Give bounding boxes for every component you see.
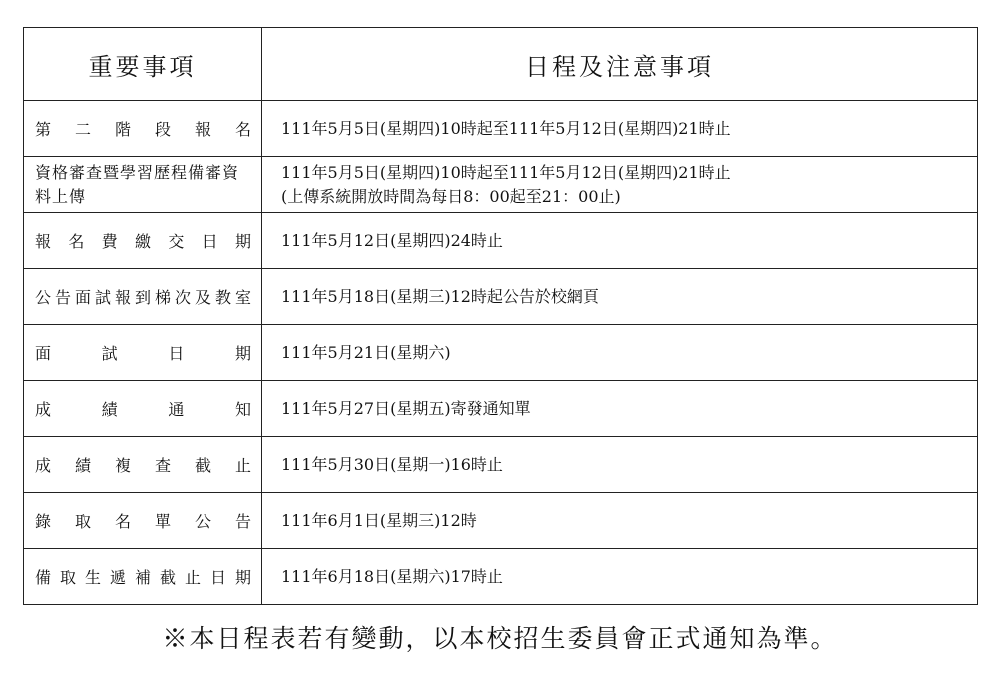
schedule-detail-line: 111年5月12日(星期四)24時止 <box>281 230 503 250</box>
schedule-detail-line: 111年5月18日(星期三)12時起公告於校網頁 <box>281 286 599 306</box>
schedule-item-label: 報名費繳交日期 <box>24 213 262 269</box>
schedule-item-detail <box>262 269 978 325</box>
schedule-item-detail <box>262 101 978 157</box>
table-header-row <box>24 28 978 101</box>
schedule-detail-line: 111年6月1日(星期三)12時 <box>281 510 477 530</box>
schedule-item-detail <box>262 493 978 549</box>
footnote: ※本日程表若有變動，以本校招生委員會正式通知為準。 <box>162 624 838 653</box>
schedule-detail-line: 111年6月18日(星期六)17時止 <box>281 566 503 586</box>
schedule-detail-line: 111年5月27日(星期五)寄發通知單 <box>281 398 531 418</box>
schedule-item-detail <box>262 325 978 381</box>
header-schedule-notes: 日程及注意事項 <box>262 28 978 101</box>
schedule-item-label: 公告面試報到梯次及教室 <box>24 269 262 325</box>
table-row <box>24 437 978 493</box>
schedule-item-label: 成績通知 <box>24 381 262 437</box>
table-row <box>24 157 978 213</box>
schedule-item-label: 第二階段報名 <box>24 101 262 157</box>
schedule-item-label: 面試日期 <box>24 325 262 381</box>
schedule-detail-line: 111年5月21日(星期六) <box>281 342 451 362</box>
table-body <box>24 101 978 605</box>
schedule-table <box>23 27 978 605</box>
table-row <box>24 493 978 549</box>
schedule-item-detail <box>262 157 978 213</box>
table-row <box>24 213 978 269</box>
table-row <box>24 549 978 605</box>
schedule-item-label: 錄取名單公告 <box>24 493 262 549</box>
table-row <box>24 381 978 437</box>
schedule-item-label: 備取生遞補截止日期 <box>24 549 262 605</box>
schedule-item-detail <box>262 437 978 493</box>
schedule-detail-line: 111年5月5日(星期四)10時起至111年5月12日(星期四)21時止 <box>281 162 731 182</box>
table-row <box>24 269 978 325</box>
schedule-item-detail <box>262 213 978 269</box>
table-row <box>24 325 978 381</box>
schedule-detail-line: 111年5月5日(星期四)10時起至111年5月12日(星期四)21時止 <box>281 118 731 138</box>
schedule-item-label: 資格審查暨學習歷程備審資料上傳 <box>24 157 262 213</box>
schedule-detail-line: 111年5月30日(星期一)16時止 <box>281 454 503 474</box>
schedule-item-detail <box>262 381 978 437</box>
table-row <box>24 101 978 157</box>
header-important-items: 重要事項 <box>24 28 262 101</box>
schedule-detail-line: (上傳系統開放時間為每日8：00起至21：00止) <box>281 186 621 206</box>
schedule-item-label: 成績複查截止 <box>24 437 262 493</box>
schedule-item-detail <box>262 549 978 605</box>
